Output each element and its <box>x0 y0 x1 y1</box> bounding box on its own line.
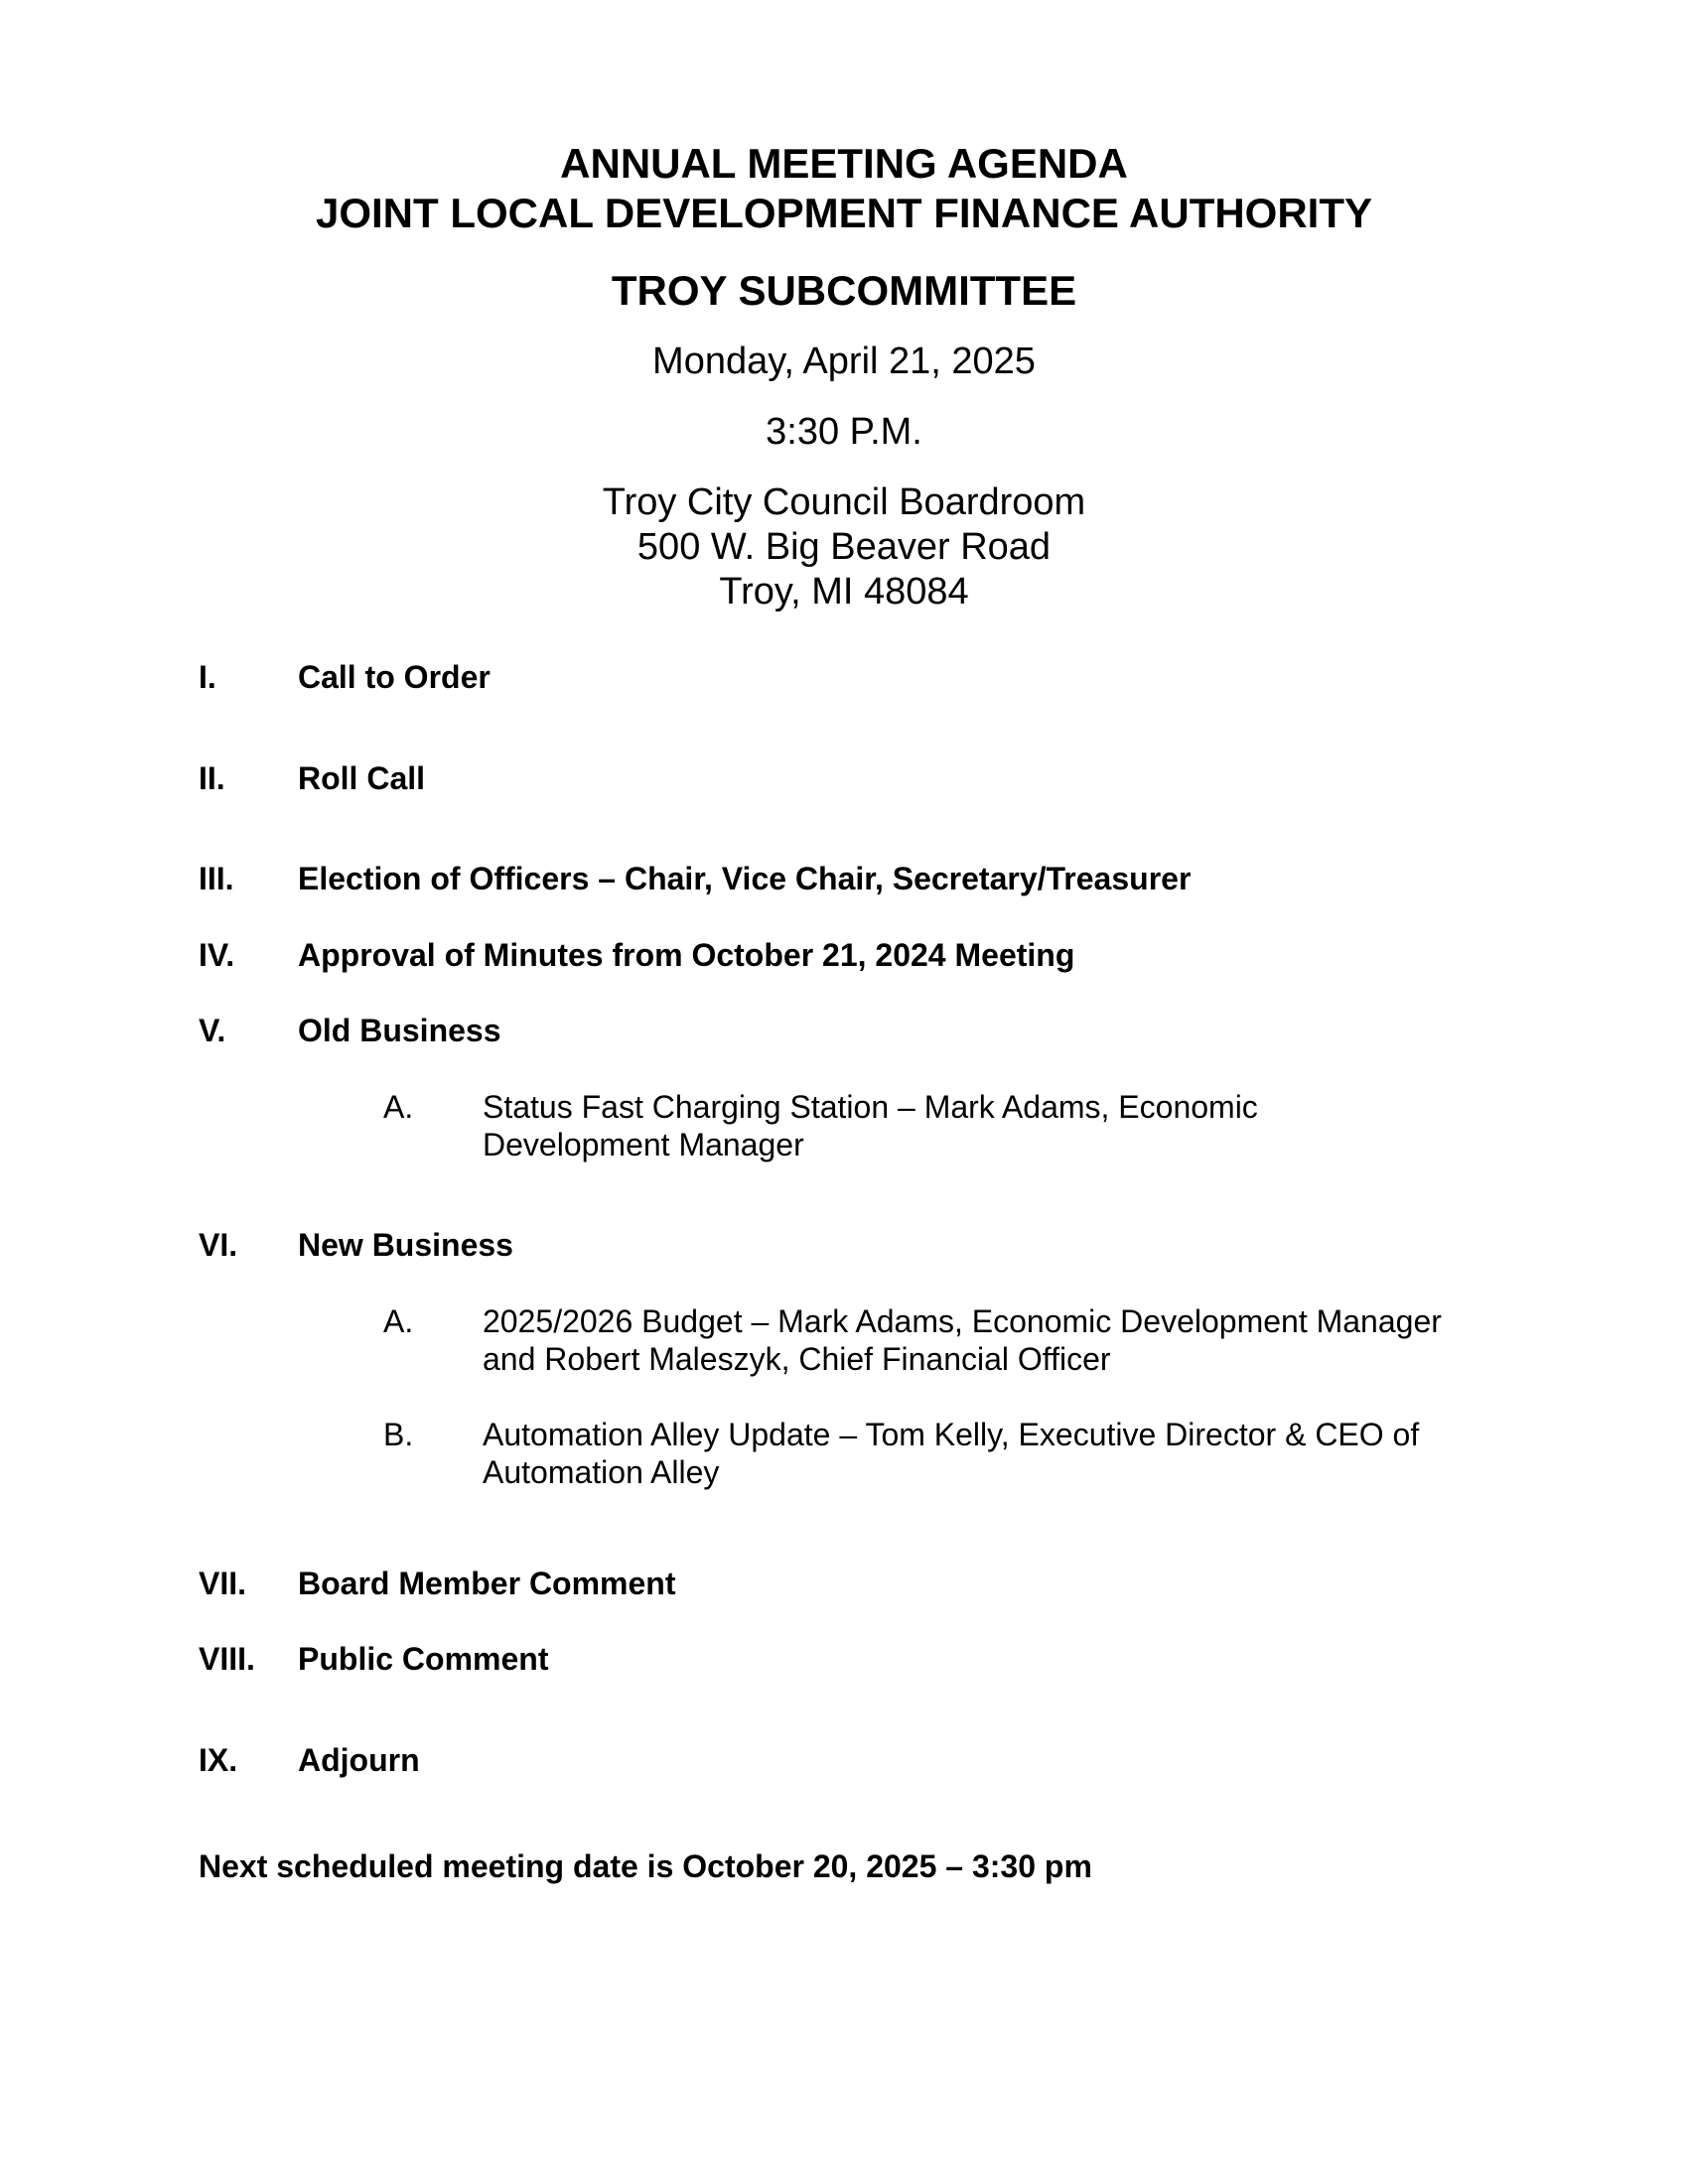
location-line-2: 500 W. Big Beaver Road <box>636 526 1052 568</box>
agenda-item-text: Old Business <box>298 1013 501 1048</box>
agenda-item-text: Roll Call <box>298 760 426 796</box>
sub-item-line-1: 2025/2026 Budget – Mark Adams, Economic Development Manager <box>483 1303 1442 1339</box>
sub-item-line-2: Development Manager <box>483 1127 804 1162</box>
sub-item-text <box>483 1416 1495 1491</box>
sub-item-line-1: Status Fast Charging Station – Mark Adams, Economic <box>483 1089 1258 1125</box>
location-line-3: Troy, MI 48084 <box>719 571 969 613</box>
sub-item-text <box>483 1088 1495 1163</box>
sub-item-letter: A. <box>383 1089 414 1125</box>
agenda-item-number: VIII. <box>199 1641 255 1677</box>
agenda-item-text: New Business <box>298 1227 513 1263</box>
agenda-item-text: Public Comment <box>298 1641 549 1677</box>
agenda-item-number: IV. <box>199 937 235 973</box>
sub-item-line-1: Automation Alley Update – Tom Kelly, Executive Director & CEO of <box>483 1417 1420 1452</box>
agenda-item-number: VI. <box>199 1227 238 1263</box>
agenda-item-text: Board Member Comment <box>298 1566 676 1601</box>
title-line-1: ANNUAL MEETING AGENDA <box>560 140 1128 187</box>
meeting-time: 3:30 P.M. <box>766 411 922 453</box>
sub-item-letter: B. <box>383 1417 414 1452</box>
sub-item-letter: A. <box>383 1303 414 1339</box>
sub-item-text <box>483 1302 1495 1378</box>
agenda-item-number: I. <box>199 659 216 695</box>
sub-item-line-2: Automation Alley <box>483 1454 720 1490</box>
agenda-item-text: Election of Officers – Chair, Vice Chair, Secretary/Treasurer <box>298 861 1192 896</box>
title-line-2: JOINT LOCAL DEVELOPMENT FINANCE AUTHORITY <box>315 190 1373 236</box>
agenda-item-text: Call to Order <box>298 659 491 695</box>
agenda-item-number: II. <box>199 760 225 796</box>
agenda-item-number: V. <box>199 1013 226 1048</box>
meeting-date: Monday, April 21, 2025 <box>652 341 1036 382</box>
agenda-item-number: VII. <box>199 1566 247 1601</box>
agenda-item-number: III. <box>199 861 234 896</box>
agenda-item-number: IX. <box>199 1742 238 1778</box>
agenda-item-text: Approval of Minutes from October 21, 2024 Meeting <box>298 937 1075 973</box>
sub-item-line-2: and Robert Maleszyk, Chief Financial Officer <box>483 1341 1111 1377</box>
location-line-1: Troy City Council Boardroom <box>602 481 1086 523</box>
next-meeting-notice: Next scheduled meeting date is October 20, 2025 – 3:30 pm <box>199 1848 1092 1884</box>
subcommittee-heading: TROY SUBCOMMITTEE <box>611 267 1077 314</box>
agenda-item-text: Adjourn <box>298 1742 420 1778</box>
